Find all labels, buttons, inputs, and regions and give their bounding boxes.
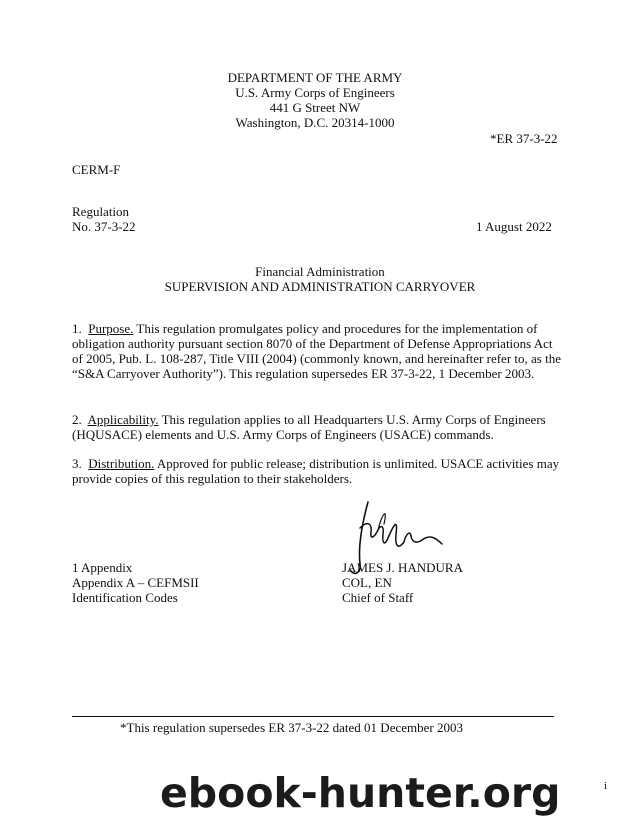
- section-heading: Purpose.: [88, 321, 134, 336]
- section-text: Approved for public release; distribution is unlimited. USACE activities may provide copies of this regulation to their stakeholders.: [72, 456, 560, 486]
- appendix-subtitle: Identification Codes: [72, 590, 178, 605]
- footnote: *This regulation supersedes ER 37-3-22 dated 01 December 2003: [120, 720, 463, 735]
- title-subject: SUPERVISION AND ADMINISTRATION CARRYOVER: [164, 279, 476, 294]
- footnote-rule: [72, 716, 554, 717]
- document-title: [120, 264, 520, 294]
- regulation-label: Regulation: [72, 204, 130, 219]
- appendix-list: [72, 560, 199, 605]
- watermark: ebook-hunter.org: [160, 769, 561, 817]
- regulation-date: 1 August 2022: [476, 219, 552, 234]
- section-heading: Distribution.: [88, 456, 155, 471]
- section-heading: Applicability.: [87, 412, 159, 427]
- section-number: 3.: [72, 456, 82, 471]
- section-number: 1.: [72, 321, 82, 336]
- letterhead-street: 441 G Street NW: [269, 100, 361, 115]
- signer-name: JAMES J. HANDURA: [342, 560, 463, 575]
- signer-rank: COL, EN: [342, 575, 392, 590]
- page-number: i: [604, 780, 608, 792]
- section-applicability: [72, 412, 566, 442]
- regulation-number: No. 37-3-22: [72, 219, 136, 234]
- section-distribution: [72, 456, 566, 486]
- title-category: Financial Administration: [255, 264, 385, 279]
- document-id: *ER 37-3-22: [490, 131, 558, 146]
- section-number: 2.: [72, 412, 82, 427]
- section-text: This regulation promulgates policy and procedures for the implementation of obligation authority pursuant section 8070 of the Department of Defense Appropriations Act of 2005, Pub. L. 108-287, Title VIII (2004) (commonly known, and hereinafter refer to, as the “S&A Carryover Authority”). This regulation supersedes ER 37-3-22, 1 December 2003.: [72, 321, 561, 381]
- appendix-count: 1 Appendix: [72, 560, 133, 575]
- signature-block: [342, 560, 463, 605]
- signer-title: Chief of Staff: [342, 590, 414, 605]
- section-text: This regulation applies to all Headquarters U.S. Army Corps of Engineers (HQUSACE) elements and U.S. Army Corps of Engineers (USACE) commands.: [72, 412, 546, 442]
- letterhead-department: DEPARTMENT OF THE ARMY: [227, 70, 403, 85]
- letterhead-city: Washington, D.C. 20314-1000: [235, 115, 395, 130]
- letterhead-agency: U.S. Army Corps of Engineers: [235, 85, 395, 100]
- appendix-title: Appendix A – CEFMSII: [72, 575, 199, 590]
- section-purpose: [72, 321, 566, 381]
- letterhead: [180, 70, 450, 130]
- office-symbol: CERM-F: [72, 162, 121, 177]
